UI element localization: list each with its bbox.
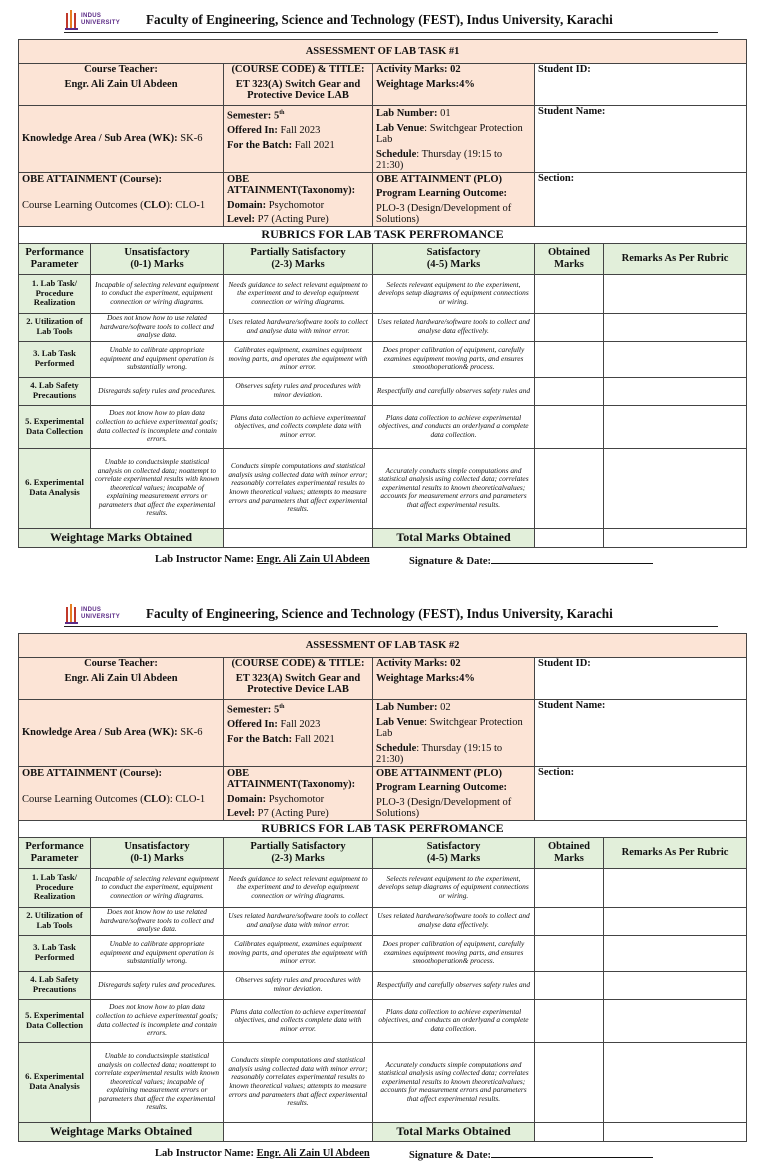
col-header-partial [224, 243, 373, 274]
student-name-cell[interactable] [535, 106, 747, 173]
course-code-cell [224, 64, 373, 106]
offered-value: Fall 2023 [277, 719, 321, 730]
rubric-parameter: 3. Lab Task Performed [19, 341, 91, 377]
rubric-row [19, 1042, 747, 1122]
rubric-unsatisfactory: Does not know how to use related hardware/software tools to collect and analyse data. [91, 907, 224, 935]
rubric-satisfactory: Does proper calibration of equipment, carefully examines equipment moving parts, and ensures smoothoperation& process. [373, 935, 535, 971]
schedule-label: Schedule [376, 742, 417, 754]
rubric-obtained-marks[interactable] [535, 448, 604, 528]
col-header-remarks: Remarks As Per Rubric [604, 837, 747, 868]
signature-line[interactable] [491, 1148, 653, 1158]
schedule-value: : Thursday (19:15 to 21:30) [376, 148, 503, 171]
rubric-rows [19, 274, 747, 528]
knowledge-area-value: SK-6 [177, 133, 203, 144]
sat-label: Satisfactory [426, 247, 481, 258]
unsat-marks: (0-1) Marks [130, 852, 184, 864]
total-remarks-value[interactable] [604, 1122, 747, 1141]
rubric-unsatisfactory: Disregards safety rules and procedures. [91, 377, 224, 405]
partial-marks: (2-3) Marks [271, 852, 325, 864]
obe-plo-cell [373, 172, 535, 226]
rubric-obtained-marks[interactable] [535, 341, 604, 377]
student-name-label: Student Name: [538, 106, 606, 117]
indus-university-logo [64, 7, 122, 31]
rubric-parameter: 6. Experimental Data Analysis [19, 448, 91, 528]
rubric-obtained-marks[interactable] [535, 907, 604, 935]
rubric-parameter: 2. Utilization of Lab Tools [19, 313, 91, 341]
course-teacher-label: Course Teacher: [84, 658, 158, 669]
logo-text: INDUS UNIVERSITY [81, 13, 121, 26]
total-obtained-value[interactable] [535, 528, 604, 547]
rubric-parameter: 4. Lab Safety Precautions [19, 377, 91, 405]
obe-course-cell [19, 172, 224, 226]
sat-label: Satisfactory [426, 841, 481, 852]
unsat-label: Unsatisfactory [124, 841, 190, 852]
section-label: Section: [538, 172, 575, 184]
rubric-row [19, 448, 747, 528]
course-code-label: (COURSE CODE) & TITLE: [231, 64, 365, 75]
obe-plo-label: OBE ATTAINMENT (PLO) [376, 173, 503, 185]
logo-text: INDUS UNIVERSITY [81, 607, 121, 620]
rubric-partial: Observes safety rules and procedures with minor deviation. [224, 971, 373, 999]
total-remarks-value[interactable] [604, 528, 747, 547]
domain-value: Psychomotor [266, 199, 325, 211]
course-teacher-name: Engr. Ali Zain Ul Abdeen [64, 672, 178, 684]
clo-bold: CLO [143, 200, 167, 211]
semester-suffix: th [279, 110, 285, 116]
plo-label: Program Learning Outcome: [376, 782, 508, 793]
clo-prefix: Course Learning Outcomes ( [22, 200, 144, 211]
rubric-satisfactory: Uses related hardware/software tools to collect and analyse data effectively. [373, 907, 535, 935]
rubric-satisfactory: Plans data collection to achieve experimental objectives, and conducts an orderlyand a complete data collection. [373, 999, 535, 1042]
domain-value: Psychomotor [266, 793, 325, 805]
rubric-row [19, 907, 747, 935]
rubric-parameter: 3. Lab Task Performed [19, 935, 91, 971]
course-code-cell [224, 658, 373, 700]
rubric-row [19, 274, 747, 313]
knowledge-area-label: Knowledge Area / Sub Area (WK): [22, 133, 178, 144]
header-divider [64, 626, 718, 627]
unsat-label: Unsatisfactory [124, 247, 190, 258]
rubric-remarks[interactable] [604, 405, 747, 448]
rubric-remarks[interactable] [604, 868, 747, 907]
rubric-satisfactory: Selects relevant equipment to the experiment, develops setup diagrams of equipment connections or wiring. [373, 868, 535, 907]
rubric-satisfactory: Respectfully and carefully observes safety rules and [373, 377, 535, 405]
domain-label: Domain: [227, 199, 267, 211]
semester-label: Semester: [227, 110, 272, 122]
lab-number-value: 01 [440, 108, 451, 119]
rubric-partial: Needs guidance to select relevant equipment to the experiment and to develop equipment connection or wiring diagrams. [224, 274, 373, 313]
rubric-obtained-marks[interactable] [535, 313, 604, 341]
rubric-parameter: 4. Lab Safety Precautions [19, 971, 91, 999]
clo-suffix: ): CLO-1 [166, 200, 206, 211]
lab-instructor-name: Engr. Ali Zain Ul Abdeen [256, 1148, 370, 1159]
level-value: P7 (Acting Pure) [255, 808, 329, 819]
knowledge-area-label: Knowledge Area / Sub Area (WK): [22, 727, 178, 738]
rubric-partial: Uses related hardware/software tools to collect and analyse data with minor error. [224, 313, 373, 341]
batch-value: Fall 2021 [292, 139, 335, 151]
semester-value: 5 [273, 704, 280, 716]
activity-marks: Activity Marks: 02 [376, 64, 461, 75]
student-id-cell[interactable] [535, 64, 747, 106]
signature-date-label: Signature & Date: [409, 1150, 492, 1161]
assessment-table [18, 633, 747, 1142]
semester-cell [224, 106, 373, 173]
obe-plo-label: OBE ATTAINMENT (PLO) [376, 767, 503, 779]
rubric-row [19, 313, 747, 341]
student-name-cell[interactable] [535, 700, 747, 767]
course-teacher-label: Course Teacher: [84, 64, 158, 75]
rubric-parameter: 1. Lab Task/ Procedure Realization [19, 868, 91, 907]
col-header-satisfactory [373, 837, 535, 868]
rubric-row [19, 405, 747, 448]
clo-bold: CLO [143, 794, 167, 805]
rubric-partial: Uses related hardware/software tools to collect and analyse data with minor error. [224, 907, 373, 935]
rubric-satisfactory: Uses related hardware/software tools to collect and analyse data effectively. [373, 313, 535, 341]
signature-line[interactable] [491, 554, 653, 564]
rubric-row [19, 999, 747, 1042]
rubric-remarks[interactable] [604, 377, 747, 405]
rubric-remarks[interactable] [604, 935, 747, 971]
rubric-remarks[interactable] [604, 907, 747, 935]
rubric-unsatisfactory: Unable to conductsimple statistical analysis on collected data; noattempt to correlate experimental results with known theoretical values; incapable of explaining measurement errors or parameters that affect the experimental results. [91, 1042, 224, 1122]
sheet-header [0, 594, 768, 624]
total-obtained-label: Total Marks Obtained [373, 1122, 535, 1141]
rubric-parameter: 5. Experimental Data Collection [19, 405, 91, 448]
lab-info-cell [373, 106, 535, 173]
weightage-obtained-value[interactable] [224, 528, 373, 547]
col-header-parameter: Performance Parameter [19, 837, 91, 868]
sat-marks: (4-5) Marks [426, 852, 481, 864]
col-header-unsatisfactory [91, 243, 224, 274]
rubric-rows [19, 868, 747, 1122]
col-header-satisfactory [373, 243, 535, 274]
semester-suffix: th [279, 704, 285, 710]
rubric-unsatisfactory: Disregards safety rules and procedures. [91, 971, 224, 999]
weightage-obtained-label: Weightage Marks Obtained [19, 1122, 224, 1141]
lab-number-label: Lab Number: [376, 108, 438, 119]
lab-venue-value: : Switchgear Protection Lab [376, 122, 523, 145]
obe-taxonomy-label: OBE ATTAINMENT(Taxonomy): [227, 767, 356, 790]
rubric-unsatisfactory: Unable to conductsimple statistical analysis on collected data; noattempt to correlate experimental results with known theoretical values; incapable of explaining measurement errors or parameters that affect the experimental results. [91, 448, 224, 528]
lab-instructor-label: Lab Instructor Name: [155, 1148, 257, 1159]
unsat-marks: (0-1) Marks [130, 258, 184, 270]
rubric-obtained-marks[interactable] [535, 999, 604, 1042]
sheet-header [0, 0, 768, 30]
rubric-partial: Calibrates equipment, examines equipment moving parts, and operates the equipment with minor error. [224, 341, 373, 377]
rubric-satisfactory: Accurately conducts simple computations and statistical analysis using collected data; correlates experimental results to known theoreticalvalues; accounts for measurement errors and parameters that affect experimental results. [373, 1042, 535, 1122]
signature-date [409, 554, 653, 567]
rubric-obtained-marks[interactable] [535, 377, 604, 405]
rubric-obtained-marks[interactable] [535, 405, 604, 448]
batch-label: For the Batch: [227, 139, 293, 151]
schedule-value: : Thursday (19:15 to 21:30) [376, 742, 503, 765]
rubric-remarks[interactable] [604, 1042, 747, 1122]
lab-instructor-label: Lab Instructor Name: [155, 554, 257, 565]
partial-label: Partially Satisfactory [250, 247, 346, 258]
university-crest-icon [64, 7, 80, 31]
indus-university-logo [64, 601, 122, 625]
col-header-partial [224, 837, 373, 868]
rubric-obtained-marks[interactable] [535, 935, 604, 971]
plo-label: Program Learning Outcome: [376, 188, 508, 199]
batch-label: For the Batch: [227, 733, 293, 745]
lab-venue-label: Lab Venue [376, 716, 425, 728]
rubrics-title: RUBRICS FOR LAB TASK PERFROMANCE [19, 226, 747, 243]
activity-marks-cell [373, 658, 535, 700]
section-cell[interactable] [535, 766, 747, 820]
total-obtained-label: Total Marks Obtained [373, 528, 535, 547]
student-id-label: Student ID: [538, 64, 591, 75]
rubric-unsatisfactory: Does not know how to use related hardware/software tools to collect and analyse data. [91, 313, 224, 341]
col-header-obtained: Obtained Marks [535, 837, 604, 868]
rubric-unsatisfactory: Does not know how to plan data collection to achieve experimental goals; data collected is incomplete and contain errors. [91, 999, 224, 1042]
knowledge-area-value: SK-6 [177, 727, 203, 738]
rubric-parameter: 5. Experimental Data Collection [19, 999, 91, 1042]
faculty-title: Faculty of Engineering, Science and Technology (FEST), Indus University, Karachi [146, 606, 613, 621]
rubrics-title: RUBRICS FOR LAB TASK PERFROMANCE [19, 820, 747, 837]
assessment-title: ASSESSMENT OF LAB TASK #2 [19, 634, 747, 658]
weightage-obtained-label: Weightage Marks Obtained [19, 528, 224, 547]
student-id-label: Student ID: [538, 658, 591, 669]
lab-venue-value: : Switchgear Protection Lab [376, 716, 523, 739]
schedule-label: Schedule [376, 148, 417, 160]
lab-number-label: Lab Number: [376, 702, 438, 713]
rubric-row [19, 935, 747, 971]
col-header-remarks: Remarks As Per Rubric [604, 243, 747, 274]
rubric-obtained-marks[interactable] [535, 1042, 604, 1122]
col-header-unsatisfactory [91, 837, 224, 868]
weightage-marks: Weightage Marks:4% [376, 78, 475, 90]
offered-label: Offered In: [227, 125, 278, 136]
clo-suffix: ): CLO-1 [166, 794, 206, 805]
col-header-obtained: Obtained Marks [535, 243, 604, 274]
header-divider [64, 32, 718, 33]
obe-course-label: OBE ATTAINMENT (Course): [22, 767, 163, 779]
plo-value: PLO-3 (Design/Development of Solutions) [376, 796, 512, 819]
rubric-unsatisfactory: Incapable of selecting relevant equipment to conduct the experiment, equipment connection or wiring diagrams. [91, 868, 224, 907]
rubric-satisfactory: Selects relevant equipment to the experiment, develops setup diagrams of equipment connections or wiring. [373, 274, 535, 313]
clo-prefix: Course Learning Outcomes ( [22, 794, 144, 805]
lab-info-cell [373, 700, 535, 767]
course-code-title: ET 323(A) Switch Gear and Protective Device LAB [235, 78, 361, 101]
domain-label: Domain: [227, 793, 267, 805]
rubric-remarks[interactable] [604, 448, 747, 528]
rubric-remarks[interactable] [604, 971, 747, 999]
rubric-row [19, 868, 747, 907]
course-teacher-name: Engr. Ali Zain Ul Abdeen [64, 78, 178, 90]
obe-taxonomy-cell [224, 766, 373, 820]
section-cell[interactable] [535, 172, 747, 226]
rubric-partial: Needs guidance to select relevant equipment to the experiment and to develop equipment connection or wiring diagrams. [224, 868, 373, 907]
offered-label: Offered In: [227, 719, 278, 730]
rubric-parameter: 2. Utilization of Lab Tools [19, 907, 91, 935]
obe-course-label: OBE ATTAINMENT (Course): [22, 173, 163, 185]
semester-cell [224, 700, 373, 767]
rubric-satisfactory: Plans data collection to achieve experimental objectives, and conducts an orderlyand a complete data collection. [373, 405, 535, 448]
course-teacher-cell [19, 658, 224, 700]
course-code-title: ET 323(A) Switch Gear and Protective Device LAB [235, 672, 361, 695]
total-obtained-value[interactable] [535, 1122, 604, 1141]
semester-label: Semester: [227, 704, 272, 716]
rubric-parameter: 1. Lab Task/ Procedure Realization [19, 274, 91, 313]
level-label: Level: [227, 808, 255, 819]
rubric-partial: Conducts simple computations and statistical analysis using collected data with minor error; reasonably correlates experimental results to known theoretical values; attempts to measure errors and parameters that affect experimental results. [224, 448, 373, 528]
assessment-title: ASSESSMENT OF LAB TASK #1 [19, 40, 747, 64]
obe-taxonomy-label: OBE ATTAINMENT(Taxonomy): [227, 173, 356, 196]
course-teacher-cell [19, 64, 224, 106]
rubric-obtained-marks[interactable] [535, 971, 604, 999]
rubric-obtained-marks[interactable] [535, 274, 604, 313]
rubric-satisfactory: Does proper calibration of equipment, carefully examines equipment moving parts, and ensures smoothoperation& process. [373, 341, 535, 377]
rubric-partial: Calibrates equipment, examines equipment moving parts, and operates the equipment with minor error. [224, 935, 373, 971]
rubric-unsatisfactory: Unable to calibrate appropriate equipment and equipment operation is substantially wrong. [91, 341, 224, 377]
rubric-remarks[interactable] [604, 999, 747, 1042]
assessment-table [18, 39, 747, 548]
rubric-satisfactory: Accurately conducts simple computations and statistical analysis using collected data; correlates experimental results to known theoreticalvalues; accounts for measurement errors and parameters that affect experimental results. [373, 448, 535, 528]
rubric-remarks[interactable] [604, 274, 747, 313]
lab-instructor-name: Engr. Ali Zain Ul Abdeen [256, 554, 370, 565]
rubric-satisfactory: Respectfully and carefully observes safety rules and [373, 971, 535, 999]
knowledge-area-cell [19, 106, 224, 173]
rubric-partial: Plans data collection to achieve experimental objectives, and collects complete data with minor error. [224, 999, 373, 1042]
signature-date-label: Signature & Date: [409, 556, 492, 567]
signature-date [409, 1148, 653, 1161]
rubric-row [19, 971, 747, 999]
rubric-row [19, 377, 747, 405]
lab-instructor [155, 1148, 370, 1159]
rubric-partial: Plans data collection to achieve experimental objectives, and collects complete data with minor error. [224, 405, 373, 448]
rubric-partial: Observes safety rules and procedures with minor deviation. [224, 377, 373, 405]
lab-venue-label: Lab Venue [376, 122, 425, 134]
plo-value: PLO-3 (Design/Development of Solutions) [376, 202, 512, 225]
student-id-cell[interactable] [535, 658, 747, 700]
rubric-row [19, 341, 747, 377]
offered-value: Fall 2023 [277, 125, 321, 136]
course-code-label: (COURSE CODE) & TITLE: [231, 658, 365, 669]
university-crest-icon [64, 601, 80, 625]
obe-course-cell [19, 766, 224, 820]
weightage-marks: Weightage Marks:4% [376, 672, 475, 684]
rubric-obtained-marks[interactable] [535, 868, 604, 907]
lab-number-value: 02 [440, 702, 451, 713]
partial-label: Partially Satisfactory [250, 841, 346, 852]
rubric-parameter: 6. Experimental Data Analysis [19, 1042, 91, 1122]
level-value: P7 (Acting Pure) [255, 214, 329, 225]
knowledge-area-cell [19, 700, 224, 767]
weightage-obtained-value[interactable] [224, 1122, 373, 1141]
faculty-title: Faculty of Engineering, Science and Technology (FEST), Indus University, Karachi [146, 12, 613, 27]
student-name-label: Student Name: [538, 700, 606, 711]
activity-marks: Activity Marks: 02 [376, 658, 461, 669]
batch-value: Fall 2021 [292, 733, 335, 745]
obe-plo-cell [373, 766, 535, 820]
sat-marks: (4-5) Marks [426, 258, 481, 270]
rubric-unsatisfactory: Does not know how to plan data collection to achieve experimental goals; data collected is incomplete and contain errors. [91, 405, 224, 448]
obe-taxonomy-cell [224, 172, 373, 226]
rubric-remarks[interactable] [604, 313, 747, 341]
partial-marks: (2-3) Marks [271, 258, 325, 270]
activity-marks-cell [373, 64, 535, 106]
level-label: Level: [227, 214, 255, 225]
rubric-unsatisfactory: Unable to calibrate appropriate equipment and equipment operation is substantially wrong. [91, 935, 224, 971]
rubric-remarks[interactable] [604, 341, 747, 377]
lab-instructor [155, 554, 370, 565]
section-label: Section: [538, 766, 575, 778]
rubric-unsatisfactory: Incapable of selecting relevant equipment to conduct the experiment, equipment connection or wiring diagrams. [91, 274, 224, 313]
semester-value: 5 [273, 110, 280, 122]
col-header-parameter: Performance Parameter [19, 243, 91, 274]
rubric-partial: Conducts simple computations and statistical analysis using collected data with minor error; reasonably correlates experimental results to known theoretical values; attempts to measure errors and parameters that affect experimental results. [224, 1042, 373, 1122]
